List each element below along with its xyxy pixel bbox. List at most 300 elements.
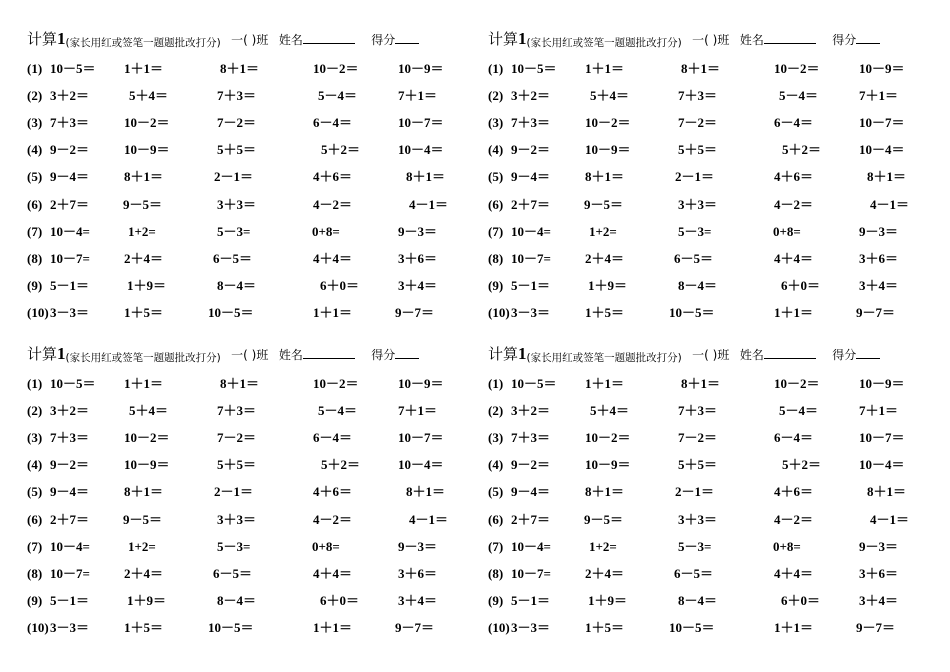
problem-cell: 5＋4＝ <box>129 88 169 104</box>
problem-cell: 9－5＝ <box>584 511 624 527</box>
problem-cell: 6－4＝ <box>313 430 353 446</box>
class-label: 一( )班 <box>231 33 269 47</box>
problem-cell: 5＋4＝ <box>590 403 630 419</box>
problem-cell: 4－1＝ <box>409 511 449 527</box>
problem-cell: 10－2＝ <box>124 430 170 446</box>
problem-cell: 10－7＝ <box>398 115 444 131</box>
problem-cell: 9－7＝ <box>395 304 435 320</box>
problem-cell: 2－1＝ <box>214 169 254 185</box>
problem-cell: 3＋6＝ <box>859 565 899 581</box>
row-number: (7) <box>488 223 504 239</box>
problem-cell: 10－2＝ <box>585 430 631 446</box>
problem-cell: 3－3＝ <box>50 304 90 320</box>
problem-cell: 7＋3＝ <box>50 430 90 446</box>
row-number: (7) <box>27 538 43 554</box>
problem-row <box>488 168 928 186</box>
problem-row <box>27 511 467 529</box>
problem-cell: 3＋3＝ <box>217 196 257 212</box>
score-blank[interactable] <box>856 346 880 359</box>
row-number: (3) <box>488 115 504 131</box>
problem-cell: 3＋3＝ <box>678 196 718 212</box>
problem-cell: 7＋3＝ <box>217 403 257 419</box>
problem-cell: 10－9＝ <box>124 457 170 473</box>
problem-cell: 7＋1＝ <box>398 88 438 104</box>
problem-cell: 10－5＝ <box>50 376 96 391</box>
row-number: (10) <box>488 304 510 320</box>
name-blank[interactable] <box>764 31 816 44</box>
problem-cell: 4－2＝ <box>774 511 814 527</box>
row-number: (4) <box>27 142 43 158</box>
name-label: 姓名 <box>278 348 303 362</box>
problem-cell: 10－5＝ <box>208 619 254 635</box>
problem-cell: 1＋9＝ <box>588 592 628 608</box>
problem-row <box>488 196 928 214</box>
problem-cell: 3＋3＝ <box>678 511 718 527</box>
problem-cell: 10－9＝ <box>585 457 631 473</box>
worksheet-4 <box>488 345 928 655</box>
problem-cell: 10－2＝ <box>774 376 820 391</box>
score-blank[interactable] <box>856 31 880 44</box>
problem-cell: 7＋3＝ <box>511 430 551 446</box>
problem-cell: 8＋1＝ <box>406 484 446 500</box>
problem-row <box>488 565 928 583</box>
problem-cell: 3－3＝ <box>511 304 551 320</box>
problem-cell: 6＋0＝ <box>320 592 360 608</box>
row-number: (8) <box>488 565 504 581</box>
problem-cell: 3－3＝ <box>50 619 90 635</box>
problem-cell: 10－5＝ <box>511 376 557 391</box>
problem-cell: 4－2＝ <box>774 196 814 212</box>
problem-row <box>488 619 928 637</box>
problem-cell: 9－2＝ <box>511 457 551 473</box>
problem-cell: 5＋2＝ <box>782 457 822 473</box>
problem-cell: 9－4＝ <box>50 169 90 185</box>
worksheet-2 <box>488 30 928 340</box>
problem-cell: 9－3＝ <box>398 223 438 239</box>
problem-cell: 1＋1＝ <box>585 61 625 76</box>
problem-cell: 6－4＝ <box>313 115 353 131</box>
problem-cell: 1＋5＝ <box>124 304 164 320</box>
problem-cell: 1＋1＝ <box>774 304 814 320</box>
problem-cell: 1＋5＝ <box>124 619 164 635</box>
problem-row <box>27 375 467 393</box>
row-number: (5) <box>488 169 504 185</box>
problem-row <box>488 87 928 105</box>
problem-cell: 5＋4＝ <box>129 403 169 419</box>
problem-cell: 10－4＝ <box>859 457 905 473</box>
problem-cell: 3＋6＝ <box>859 250 899 266</box>
problem-cell: 7＋1＝ <box>859 403 899 419</box>
name-blank[interactable] <box>764 346 816 359</box>
problem-cell: 1＋1＝ <box>124 61 164 76</box>
problem-cell: 8－4＝ <box>217 277 257 293</box>
problem-cell: 10－7＝ <box>859 430 905 446</box>
problem-cell: 10－9＝ <box>859 376 905 391</box>
problem-row <box>27 402 467 420</box>
row-number: (5) <box>27 484 43 500</box>
problem-row <box>27 250 467 268</box>
worksheet-header <box>488 30 880 50</box>
row-number: (3) <box>27 430 43 446</box>
problem-cell: 1+2= <box>589 223 617 239</box>
problem-cell: 9－3＝ <box>398 538 438 554</box>
problem-cell: 4＋6＝ <box>774 169 814 185</box>
row-number: (6) <box>27 196 43 212</box>
title-number: 1 <box>518 344 527 363</box>
title-note: (家长用红或签笔一题题批改打分) <box>526 352 682 364</box>
problem-cell: 10－5＝ <box>669 304 715 320</box>
problem-cell: 5－4＝ <box>779 403 819 419</box>
problem-cell: 8＋1＝ <box>124 169 164 185</box>
problem-cell: 8＋1＝ <box>585 169 625 185</box>
row-number: (10) <box>488 619 510 635</box>
problem-cell: 10－9＝ <box>859 61 905 76</box>
class-label: 一( )班 <box>692 348 730 362</box>
problem-row <box>488 304 928 322</box>
problem-cell: 3＋3＝ <box>217 511 257 527</box>
row-number: (3) <box>27 115 43 131</box>
row-number: (7) <box>488 538 504 554</box>
problem-cell: 7－2＝ <box>678 115 718 131</box>
row-number: (4) <box>488 457 504 473</box>
problem-cell: 10－2＝ <box>313 61 359 76</box>
problem-cell: 10－7= <box>511 250 551 266</box>
problem-row <box>488 511 928 529</box>
problem-row <box>488 250 928 268</box>
row-number: (4) <box>27 457 43 473</box>
problem-cell: 10－5＝ <box>50 61 96 76</box>
class-label: 一( )班 <box>692 33 730 47</box>
problem-row <box>488 592 928 610</box>
problem-cell: 5＋2＝ <box>782 142 822 158</box>
problem-cell: 6－5＝ <box>674 250 714 266</box>
problem-row <box>488 375 928 393</box>
problem-row <box>27 60 467 78</box>
problem-cell: 9－4＝ <box>50 484 90 500</box>
problem-cell: 10－7= <box>50 250 90 266</box>
problem-row <box>488 483 928 501</box>
row-number: (2) <box>27 88 43 104</box>
problem-cell: 3＋4＝ <box>859 277 899 293</box>
row-number: (9) <box>488 277 504 293</box>
problem-cell: 4＋4＝ <box>313 565 353 581</box>
problem-cell: 9－5＝ <box>584 196 624 212</box>
problem-cell: 10－9＝ <box>585 142 631 158</box>
problem-cell: 1＋5＝ <box>585 304 625 320</box>
problem-cell: 5－1＝ <box>511 277 551 293</box>
problem-cell: 4＋6＝ <box>313 484 353 500</box>
problem-cell: 0+8= <box>312 538 340 554</box>
title-note: (家长用红或签笔一题题批改打分) <box>65 352 221 364</box>
problem-cell: 0+8= <box>773 538 801 554</box>
problem-cell: 8＋1＝ <box>124 484 164 500</box>
title-prefix: 计算 <box>488 345 519 363</box>
worksheet-header <box>27 30 419 50</box>
problem-cell: 8－4＝ <box>678 277 718 293</box>
problem-cell: 8－4＝ <box>678 592 718 608</box>
problem-cell: 10－2＝ <box>585 115 631 131</box>
score-blank[interactable] <box>395 346 419 359</box>
problem-cell: 1+2= <box>589 538 617 554</box>
problem-cell: 7－2＝ <box>217 115 257 131</box>
row-number: (1) <box>27 61 43 76</box>
problem-cell: 3＋2＝ <box>50 403 90 419</box>
problem-cell: 9－7＝ <box>856 619 896 635</box>
problem-cell: 3＋2＝ <box>511 403 551 419</box>
title-number: 1 <box>57 344 66 363</box>
problem-cell: 5－1＝ <box>50 592 90 608</box>
title-prefix: 计算 <box>27 30 58 48</box>
problem-cell: 10－9＝ <box>398 61 444 76</box>
worksheet-1 <box>27 30 467 340</box>
problem-cell: 2＋7＝ <box>50 196 90 212</box>
problem-cell: 8＋1＝ <box>406 169 446 185</box>
problem-cell: 3＋6＝ <box>398 565 438 581</box>
problem-cell: 1＋9＝ <box>127 592 167 608</box>
row-number: (6) <box>488 511 504 527</box>
row-number: (7) <box>27 223 43 239</box>
problem-cell: 7＋3＝ <box>50 115 90 131</box>
problem-row <box>488 60 928 78</box>
problem-cell: 2－1＝ <box>675 169 715 185</box>
problem-cell: 1＋1＝ <box>124 376 164 391</box>
problem-cell: 7－2＝ <box>217 430 257 446</box>
row-number: (9) <box>27 592 43 608</box>
problem-cell: 5－4＝ <box>318 88 358 104</box>
problem-cell: 5－3= <box>678 223 712 239</box>
problem-cell: 10－4= <box>50 223 90 239</box>
problem-row <box>488 429 928 447</box>
problem-row <box>27 592 467 610</box>
problem-cell: 5＋5＝ <box>678 142 718 158</box>
problem-cell: 3＋4＝ <box>398 592 438 608</box>
problem-cell: 5－1＝ <box>50 277 90 293</box>
title-prefix: 计算 <box>488 30 519 48</box>
problem-cell: 10－4= <box>511 538 551 554</box>
row-number: (8) <box>27 565 43 581</box>
row-number: (1) <box>27 376 43 391</box>
score-label: 得分 <box>832 348 857 362</box>
problem-cell: 8＋1＝ <box>681 61 721 76</box>
problem-cell: 5－1＝ <box>511 592 551 608</box>
problem-cell: 9－3＝ <box>859 223 899 239</box>
problem-cell: 0+8= <box>312 223 340 239</box>
problem-cell: 4＋6＝ <box>313 169 353 185</box>
problem-cell: 9－3＝ <box>859 538 899 554</box>
problem-cell: 1＋1＝ <box>313 304 353 320</box>
problem-cell: 7＋3＝ <box>678 88 718 104</box>
problem-cell: 10－7= <box>50 565 90 581</box>
problem-row <box>27 619 467 637</box>
problem-row <box>488 277 928 295</box>
row-number: (6) <box>27 511 43 527</box>
problem-cell: 9－7＝ <box>856 304 896 320</box>
problem-cell: 4－1＝ <box>870 511 910 527</box>
score-label: 得分 <box>371 33 396 47</box>
problem-cell: 4－2＝ <box>313 196 353 212</box>
worksheet-header <box>488 345 880 365</box>
problem-cell: 8＋1＝ <box>220 61 260 76</box>
problem-row <box>27 196 467 214</box>
problem-cell: 6＋0＝ <box>320 277 360 293</box>
score-blank[interactable] <box>395 31 419 44</box>
problem-cell: 4－1＝ <box>870 196 910 212</box>
problem-row <box>27 277 467 295</box>
problem-row <box>488 402 928 420</box>
row-number: (3) <box>488 430 504 446</box>
problem-cell: 2＋4＝ <box>585 565 625 581</box>
problem-cell: 10－4= <box>511 223 551 239</box>
problem-cell: 10－7= <box>511 565 551 581</box>
problem-cell: 4＋4＝ <box>774 250 814 266</box>
problem-cell: 2＋4＝ <box>124 250 164 266</box>
problem-cell: 1+2= <box>128 538 156 554</box>
problem-cell: 8＋1＝ <box>681 376 721 391</box>
row-number: (5) <box>27 169 43 185</box>
problem-cell: 8＋1＝ <box>220 376 260 391</box>
row-number: (2) <box>488 403 504 419</box>
problem-cell: 10－2＝ <box>124 115 170 131</box>
worksheet-header <box>27 345 419 365</box>
problem-cell: 10－2＝ <box>313 376 359 391</box>
problem-cell: 6＋0＝ <box>781 592 821 608</box>
problem-cell: 5＋5＝ <box>217 457 257 473</box>
title-number: 1 <box>57 29 66 48</box>
problem-cell: 10－9＝ <box>398 376 444 391</box>
problem-cell: 10－4＝ <box>398 142 444 158</box>
problem-cell: 5＋2＝ <box>321 457 361 473</box>
problem-cell: 5＋5＝ <box>678 457 718 473</box>
problem-cell: 10－4＝ <box>398 457 444 473</box>
problem-cell: 7＋3＝ <box>217 88 257 104</box>
problem-cell: 2－1＝ <box>214 484 254 500</box>
row-number: (4) <box>488 142 504 158</box>
problem-cell: 5－3= <box>217 223 251 239</box>
problem-cell: 4＋4＝ <box>313 250 353 266</box>
row-number: (6) <box>488 196 504 212</box>
problem-cell: 2＋4＝ <box>585 250 625 266</box>
problem-cell: 4＋6＝ <box>774 484 814 500</box>
problem-cell: 8－4＝ <box>217 592 257 608</box>
problem-cell: 3＋2＝ <box>50 88 90 104</box>
problem-cell: 2＋7＝ <box>50 511 90 527</box>
problem-cell: 7＋1＝ <box>398 403 438 419</box>
problem-cell: 5－3= <box>217 538 251 554</box>
problem-cell: 10－7＝ <box>398 430 444 446</box>
problem-cell: 1＋1＝ <box>774 619 814 635</box>
problem-cell: 1+2= <box>128 223 156 239</box>
problem-cell: 5＋4＝ <box>590 88 630 104</box>
problem-cell: 1＋1＝ <box>585 376 625 391</box>
problem-cell: 3＋2＝ <box>511 88 551 104</box>
problem-cell: 1＋9＝ <box>127 277 167 293</box>
problem-cell: 2＋4＝ <box>124 565 164 581</box>
row-number: (2) <box>27 403 43 419</box>
name-label: 姓名 <box>739 348 764 362</box>
problem-cell: 4－1＝ <box>409 196 449 212</box>
title-number: 1 <box>518 29 527 48</box>
problem-cell: 7＋3＝ <box>511 115 551 131</box>
problem-cell: 9－5＝ <box>123 511 163 527</box>
problem-row <box>27 114 467 132</box>
worksheet-3 <box>27 345 467 655</box>
problem-cell: 2＋7＝ <box>511 511 551 527</box>
problem-cell: 5＋5＝ <box>217 142 257 158</box>
problem-cell: 1＋1＝ <box>313 619 353 635</box>
name-blank[interactable] <box>303 31 355 44</box>
score-label: 得分 <box>371 348 396 362</box>
problem-cell: 6－5＝ <box>674 565 714 581</box>
row-number: (10) <box>27 619 49 635</box>
row-number: (9) <box>488 592 504 608</box>
problem-cell: 3＋4＝ <box>859 592 899 608</box>
problem-cell: 4－2＝ <box>313 511 353 527</box>
problem-row <box>27 141 467 159</box>
problem-cell: 6－5＝ <box>213 250 253 266</box>
row-number: (10) <box>27 304 49 320</box>
problem-cell: 5－4＝ <box>779 88 819 104</box>
problem-cell: 0+8= <box>773 223 801 239</box>
problem-cell: 10－4＝ <box>859 142 905 158</box>
problem-cell: 9－5＝ <box>123 196 163 212</box>
problem-cell: 1＋5＝ <box>585 619 625 635</box>
problem-cell: 10－5＝ <box>208 304 254 320</box>
row-number: (8) <box>27 250 43 266</box>
problem-cell: 6＋0＝ <box>781 277 821 293</box>
problem-row <box>488 538 928 556</box>
name-blank[interactable] <box>303 346 355 359</box>
problem-cell: 8＋1＝ <box>867 484 907 500</box>
problem-row <box>27 304 467 322</box>
problem-cell: 5＋2＝ <box>321 142 361 158</box>
problem-cell: 9－2＝ <box>50 142 90 158</box>
row-number: (1) <box>488 376 504 391</box>
problem-cell: 8＋1＝ <box>867 169 907 185</box>
problem-cell: 3＋6＝ <box>398 250 438 266</box>
problem-cell: 8＋1＝ <box>585 484 625 500</box>
problem-row <box>488 114 928 132</box>
problem-row <box>27 565 467 583</box>
problem-cell: 9－2＝ <box>50 457 90 473</box>
name-label: 姓名 <box>278 33 303 47</box>
problem-cell: 4＋4＝ <box>774 565 814 581</box>
row-number: (8) <box>488 250 504 266</box>
problem-row <box>27 223 467 241</box>
problem-cell: 7－2＝ <box>678 430 718 446</box>
problem-row <box>27 456 467 474</box>
row-number: (9) <box>27 277 43 293</box>
problem-row <box>27 87 467 105</box>
problem-cell: 9－4＝ <box>511 484 551 500</box>
problem-cell: 10－2＝ <box>774 61 820 76</box>
problem-cell: 7＋3＝ <box>678 403 718 419</box>
problem-cell: 1＋9＝ <box>588 277 628 293</box>
problem-row <box>27 483 467 501</box>
problem-cell: 10－5＝ <box>669 619 715 635</box>
row-number: (2) <box>488 88 504 104</box>
title-prefix: 计算 <box>27 345 58 363</box>
row-number: (5) <box>488 484 504 500</box>
problem-cell: 5－3= <box>678 538 712 554</box>
problem-row <box>488 223 928 241</box>
problem-cell: 5－4＝ <box>318 403 358 419</box>
problem-row <box>488 456 928 474</box>
problem-cell: 2＋7＝ <box>511 196 551 212</box>
name-label: 姓名 <box>739 33 764 47</box>
title-note: (家长用红或签笔一题题批改打分) <box>526 37 682 49</box>
problem-row <box>27 168 467 186</box>
problem-cell: 2－1＝ <box>675 484 715 500</box>
